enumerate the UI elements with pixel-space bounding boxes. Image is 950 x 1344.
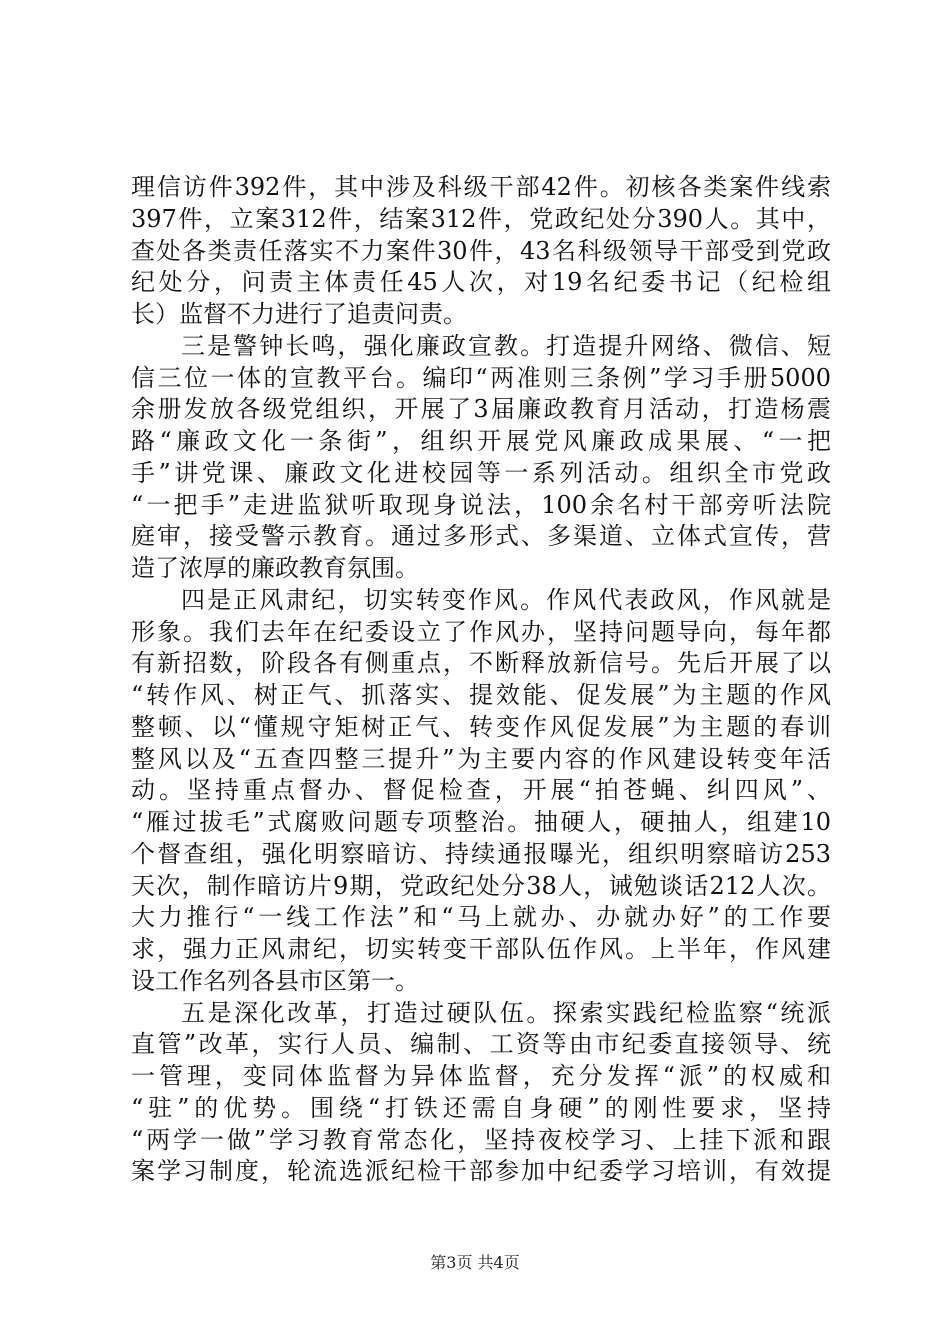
text-line: 大力推行“一线工作法”和“马上就办、办就办好”的工作要 [131,903,831,932]
text-line: “驻”的优势。围绕“打铁还需自身硬”的刚性要求，坚持 [131,1093,831,1122]
text-line: 个督查组，强化明察暗访、持续通报曝光，组织明察暗访253 [131,839,831,868]
text-line: 形象。我们去年在纪委设立了作风办，坚持问题导向，每年都 [131,617,831,646]
text-line: 一管理，变同体监督为异体监督，充分发挥“派”的权威和 [131,1062,831,1090]
text-line: 信三位一体的宣教平台。编印“两准则三条例”学习手册5000 [131,363,831,392]
text-line: 四是正风肃纪，切实转变作风。作风代表政风，作风就是 [181,585,831,614]
text-line: 手”讲党课、廉政文化进校园等一系列活动。组织全市党政 [131,458,831,487]
text-line: 庭审，接受警示教育。通过多形式、多渠道、立体式宣传，营 [131,522,831,551]
text-line: 造了浓厚的廉政教育氛围。 [131,554,419,582]
page-footer: 第3页 共4页 [430,1253,520,1272]
text-line: 整风以及“五查四整三提升”为主要内容的作风建设转变年活 [131,744,831,773]
text-line: 动。坚持重点督办、督促检查，开展“拍苍蝇、纠四风”、 [131,776,831,805]
text-line: 案学习制度，轮流选派纪检干部参加中纪委学习培训，有效提 [131,1157,831,1186]
text-line: 天次，制作暗访片9期，党政纪处分38人，诫勉谈话212人次。 [131,871,831,900]
text-line: 设工作名列各县市区第一。 [131,966,419,995]
text-line: 整顿、以“懂规守矩树正气、转变作风促发展”为主题的春训 [131,712,831,741]
body-text [131,172,831,1188]
text-line: “转作风、树正气、抓落实、提效能、促发展”为主题的作风 [131,681,831,709]
text-line: “两学一做”学习教育常态化，坚持夜校学习、上挂下派和跟 [131,1125,831,1154]
text-line: 求，强力正风肃纪，切实转变干部队伍作风。上半年，作风建 [131,935,831,963]
text-line: 长）监督不力进行了追责问责。 [131,300,467,328]
text-line: “一把手”走进监狱听取现身说法，100余名村干部旁听法院 [131,490,831,519]
text-line: 纪处分，问责主体责任45人次，对19名纪委书记（纪检组 [131,268,831,297]
text-line: 有新招数，阶段各有侧重点，不断释放新信号。先后开展了以 [131,649,831,678]
text-line: 直管”改革，实行人员、编制、工资等由市纪委直接领导、统 [131,1030,831,1059]
text-line: 路“廉政文化一条街”，组织开展党风廉政成果展、“一把 [131,427,831,455]
text-line: 余册发放各级党组织，开展了3届廉政教育月活动，打造杨震 [131,395,831,424]
text-line: 三是警钟长鸣，强化廉政宣教。打造提升网络、微信、短 [181,331,831,360]
text-line: 五是深化改革，打造过硬队伍。探索实践纪检监察“统派 [181,998,831,1027]
text-line: 397件，立案312件，结案312件，党政纪处分390人。其中， [131,204,831,233]
text-line: “雁过拔毛”式腐败问题专项整治。抽硬人，硬抽人，组建10 [131,808,831,836]
text-line: 查处各类责任落实不力案件30件，43名科级领导干部受到党政 [131,236,831,265]
text-line: 理信访件392件，其中涉及科级干部42件。初核各类案件线索 [131,173,831,201]
